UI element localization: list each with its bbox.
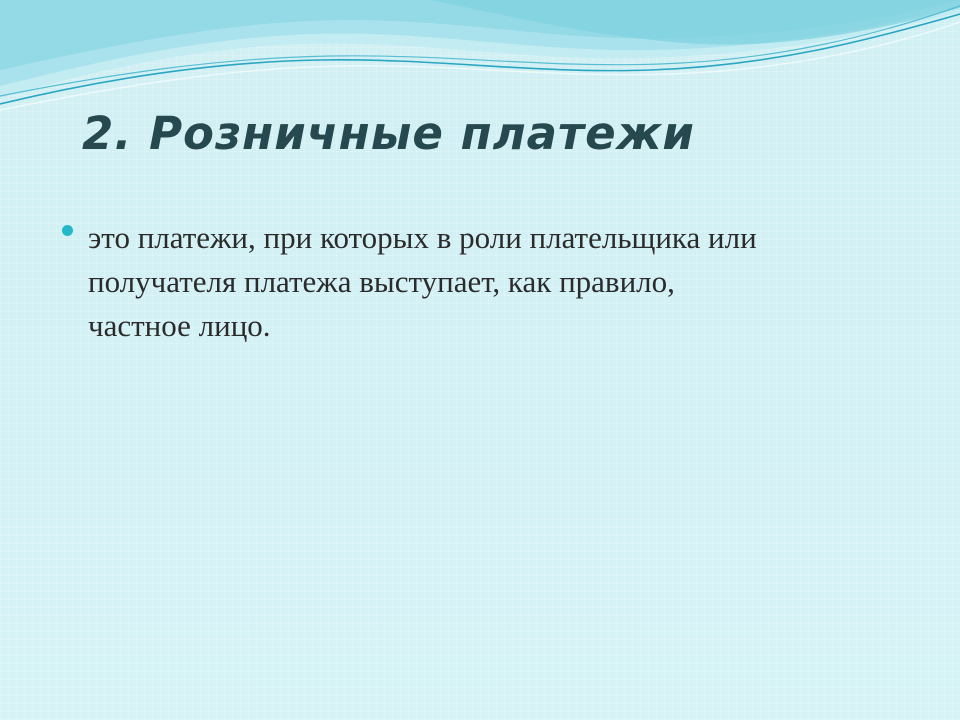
bullet-text: это платежи, при которых в роли плательщика или получателя платежа выступает, как правило, частное лицо. [88,220,757,343]
bullet-dot-icon [62,225,73,236]
bullet-list [62,216,782,348]
slide-title: 2. Розничные платежи [82,107,695,160]
decorative-wave-header [0,0,960,120]
bullet-item [62,216,782,348]
